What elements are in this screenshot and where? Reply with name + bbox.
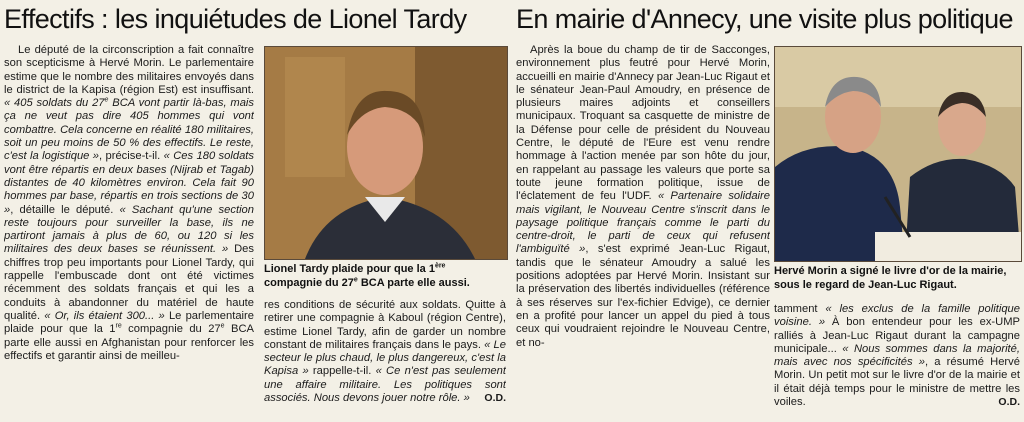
text-run: « Ces 180 soldats vont être répartis en deux bases (Nijrab et Tagab) distantes de 40 kilomètres environ. Cela fait 90 hommes par base, répartis en trois sections de 30 »: [4, 150, 254, 216]
text-run: , détaille le député.: [10, 203, 120, 216]
signing-illustration: [775, 47, 1021, 261]
text-run: , précise-t-il.: [99, 150, 164, 163]
left-article-column-2: [264, 299, 506, 420]
portrait-illustration: [265, 47, 507, 259]
text-run: Le parlementaire plaide pour que la 1: [4, 309, 254, 336]
superscript: re: [115, 322, 122, 330]
herve-morin-photo: [774, 46, 1022, 262]
text-segment: [10, 204, 119, 216]
text-run: compagnie du 27: [121, 323, 221, 336]
text-run: « Sachant qu'une section reste toujours pour surveiller la base, ils ne partiront jamais à plus de 60, ou 120 si les militaires des deux bases se réunissent. »: [4, 203, 254, 256]
right-article-body: Après la boue du champ de tir de Sacconges, environnement plus feutré pour Hervé Morin, accueilli en mairie d'Annecy par Jean-Luc Rigaut et le sénateur Jean-Paul Amoudry, en présence de plusieurs maires adjoints et conseillers municipaux. Troquant sa casquette de ministre de la Défense pour celle de président du Nouveau Centre, le député de l'Eure est venu rendre hommage à l'action menée par son hôte du jour, en rappelant au passage les valeurs que porte sa toute jeune formation politique, issue de l'éclatement de feu l'UDF. « Partenaire solidaire mais vigilant, le Nouveau Centre s'inscrit dans le paysage politique français comme le parti du centre-droit, le parti de ceux qui refusent l'ambiguïté », s'est exprimé Jean-Luc Rigaut, tandis que le sénateur Amoudry a salué les positions adoptées par Hervé Morin. Insistant sur la préservation des libertés individuelles (référence à ses réserves sur l'ex-fichier Edvige), ce dernier en a profité pour lancer un appel du pied à tous ceux qui voudraient rejoindre le Nouveau Centre, et no-: [516, 44, 770, 349]
lionel-tardy-photo: [264, 46, 508, 260]
left-headline: Effectifs : les inquiétudes de Lionel Tardy: [4, 4, 467, 34]
superscript: e: [104, 96, 109, 104]
text-run: Des chiffres trop peu importants pour Lionel Tardy, qui rappelle l'embuscade dont ont été victimes récemment des soldats français et qui les a conduits à abandonner du matériel de haute qualité.: [4, 243, 254, 322]
left-article-body: [4, 44, 254, 363]
text-segment: [4, 44, 254, 96]
text-segment: [99, 150, 164, 162]
superscript: e: [220, 322, 225, 330]
right-article-continuation: tamment « les exclus de la famille politique voisine. » À bon entendeur pour les ex-UMP ralliés à Jean-Luc Rigaut durant la campagne municipale... « Nous sommes dans la majorité, mais avec nos spécificités », a résumé Hervé Morin. Un petit mot sur le livre d'or de la mairie et il était déjà temps pour le ministre de mettre les voiles. O.D.: [774, 303, 1020, 409]
right-article-column-1: [516, 44, 770, 420]
text-segment: [44, 310, 164, 322]
left-article-continuation: res conditions de sécurité aux soldats. Quitte à retirer une compagnie à Kaboul (région Centre), estime Lionel Tardy, afin de garder un nombre constant de militaires français dans le pays. « Le secteur le plus chaud, le plus dangereux, c'est la Kapisa » rappelle-t-il. « Ce n'est pas seulement une affaire militaire. Les politiques sont associés. Nous devons jouer notre rôle. » O.D.: [264, 299, 506, 405]
left-article-column-1: [4, 44, 254, 420]
text-run: Le député de la circonscription a fait connaître son scepticisme à Hervé Morin. Le parlementaire estime que le nombre des militaires envoyés dans le district de la Kapisa (région Est) est insuffisant.: [4, 44, 254, 96]
right-headline: En mairie d'Annecy, une visite plus politique: [516, 4, 1013, 34]
right-article-column-2: [774, 303, 1020, 420]
text-run: « Or, ils étaient 300... »: [44, 309, 165, 322]
text-run: « 405 soldats du 27: [4, 97, 105, 110]
photo-caption-right: Hervé Morin a signé le livre d'or de la mairie, sous le regard de Jean-Luc Rigaut.: [774, 265, 1007, 291]
text-run: BCA parte elle aussi en Afghanistan pour renforcer les effectifs et garantir ainsi de meilleu-: [4, 323, 254, 362]
photo-caption-left: Lionel Tardy plaide pour que la 1ère compagnie du 27e BCA parte elle aussi.: [264, 262, 470, 289]
right-signature: O.D.: [998, 396, 1020, 409]
text-run: BCA vont partir là-bas, mais ça ne veut pas dire 405 hommes qui vont combattre. Cela concerne en réalité 180 militaires, soit un peu moins de 50 % des effectifs. Le reste, c'est la logistique »: [4, 97, 254, 163]
left-signature: O.D.: [484, 392, 506, 405]
